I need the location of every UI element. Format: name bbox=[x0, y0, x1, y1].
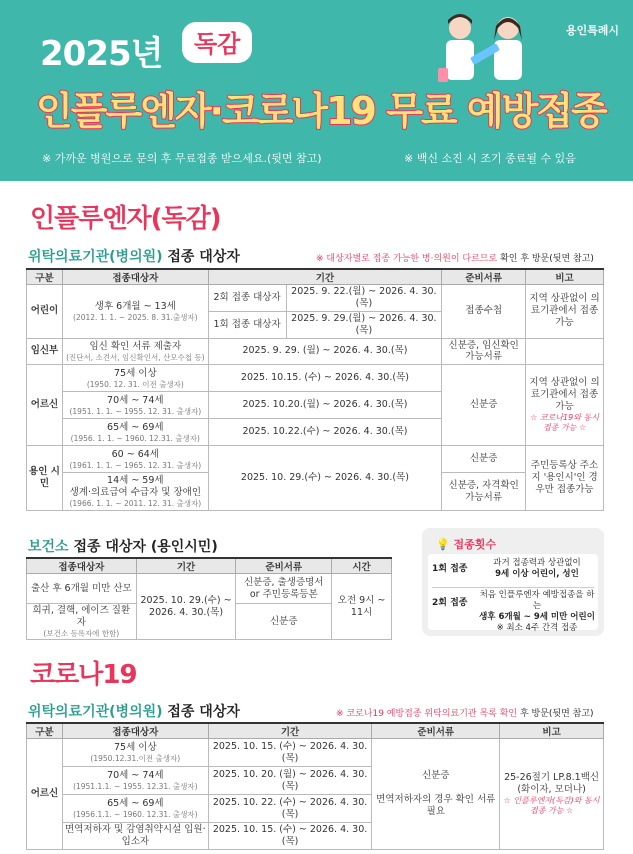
covid-section-title: 코로나19 bbox=[30, 660, 137, 690]
lightbulb-icon: 💡 bbox=[436, 538, 450, 551]
flu-preg-group: 임신부 bbox=[27, 338, 63, 365]
health-time: 오전 9시 ~ 11시 bbox=[332, 574, 392, 640]
dose-1-line1: 과거 접종력과 상관없이 bbox=[493, 558, 581, 568]
flu-elder-target-1-text: 75세 이상 bbox=[113, 367, 157, 379]
flu-child-note: 지역 상관없이 의료기관에서 접종가능 bbox=[526, 285, 604, 339]
flu-child-dose2-label: 2회 접종 대상자 bbox=[208, 285, 286, 312]
dose-2-text bbox=[476, 590, 598, 634]
health-docs-2: 신분증 bbox=[236, 604, 332, 640]
flu-child-target-sub: (2012. 1. 1. ~ 2025. 8. 31.출생자) bbox=[73, 312, 198, 322]
covid-th-note: 비고 bbox=[500, 723, 604, 739]
covid-period-2: 2025. 10. 20. (월) ~ 2026. 4. 30.(목) bbox=[208, 767, 372, 795]
covid-table bbox=[26, 722, 604, 850]
flu-th-group: 구분 bbox=[27, 269, 63, 285]
covid-target-2 bbox=[62, 767, 208, 795]
covid-note-red: ☆ 인플루엔자(독감)와 동시접종 가능 ☆ bbox=[503, 795, 600, 815]
dose-row-1 bbox=[432, 558, 598, 586]
health-docs-1: 신분증, 출생증명서 or 주민등록등본 bbox=[236, 574, 332, 604]
flu-citizen-target-1-sub: (1961. 1. 1. ~ 1965. 12. 31. 출생자) bbox=[69, 460, 202, 470]
flu-preg-target-sub: (진단서, 소견서, 임신확인서, 산모수첩 등) bbox=[66, 352, 205, 362]
health-target-2 bbox=[27, 604, 137, 640]
dose-divider bbox=[432, 587, 594, 588]
covid-subtitle bbox=[28, 701, 240, 721]
flu-child-target bbox=[62, 285, 208, 339]
flu-th-note: 비고 bbox=[526, 269, 604, 285]
covid-target-1 bbox=[62, 739, 208, 767]
flu-elder-note-red: ☆ 코로나19와 동시접종 가능 ☆ bbox=[530, 413, 599, 433]
dose-count-box bbox=[422, 528, 604, 636]
health-th-period: 기간 bbox=[136, 558, 236, 574]
flu-subtitle-rest: 접종 대상자 bbox=[162, 249, 240, 265]
flu-preg-docs: 신분증, 임신확인 가능서류 bbox=[442, 338, 526, 365]
flu-citizen-group: 용인 시민 bbox=[27, 446, 63, 511]
flu-elder-target-3 bbox=[62, 419, 208, 446]
health-th-time: 시간 bbox=[332, 558, 392, 574]
flu-elder-target-2 bbox=[62, 392, 208, 419]
flu-citizen-target-2-text: 14세 ~ 59세 bbox=[107, 475, 164, 487]
health-target-2-text: 희귀, 결핵, 에이즈 질환자 bbox=[32, 605, 131, 628]
flu-elder-target-1 bbox=[62, 365, 208, 392]
flu-preg-note bbox=[526, 338, 604, 365]
flu-th-period: 기간 bbox=[208, 269, 442, 285]
health-period: 2025. 10. 29.(수) ~ 2026. 4. 30.(목) bbox=[136, 574, 236, 640]
flu-child-target-text: 생후 6개월 ~ 13세 bbox=[94, 300, 176, 312]
dose-2-line1: 처음 인플루엔자 예방접종을 하는 bbox=[479, 590, 595, 612]
health-target-2-sub: (보건소 등록자에 한함) bbox=[43, 628, 120, 638]
flu-badge: 독감 bbox=[182, 22, 252, 63]
flu-side-note-rest: 확인 후 방문(뒷면 참고) bbox=[497, 254, 594, 264]
flu-citizen-docs-2: 신분증, 자격확인 가능서류 bbox=[442, 473, 526, 511]
doctors-illustration-icon bbox=[430, 10, 540, 88]
flu-citizen-docs-1: 신분증 bbox=[442, 446, 526, 473]
flu-elder-target-1-sub: (1950. 12. 31. 이전 출생자) bbox=[86, 379, 184, 389]
covid-subtitle-green: 위탁의료기관(병의원) bbox=[28, 704, 163, 720]
health-subtitle-green: 보건소 bbox=[28, 539, 69, 555]
covid-side-note-red: ※ 코로나19 예방접종 위탁의료기관 목록 확인 bbox=[336, 709, 518, 719]
flu-child-dose1-period: 2025. 9. 29.(월) ~ 2026. 4. 30.(목) bbox=[286, 311, 442, 338]
flu-citizen-target-1-text: 60 ~ 64세 bbox=[111, 448, 159, 460]
covid-note-text: 25-26절기 LP.8.1백신 (화이자, 모더나) bbox=[504, 772, 600, 795]
covid-side-note-rest: 후 방문(뒷면 참고) bbox=[517, 709, 594, 719]
dose-1-label: 1회 접종 bbox=[432, 564, 468, 574]
covid-side-note bbox=[336, 706, 594, 719]
header-banner bbox=[0, 0, 633, 181]
city-logo: 용인특례시 bbox=[565, 24, 619, 37]
health-th-docs: 준비서류 bbox=[236, 558, 332, 574]
dose-2-label: 2회 접종 bbox=[432, 598, 468, 608]
flu-elder-period-2: 2025. 10.20.(월) ~ 2026. 4. 30.(목) bbox=[208, 392, 442, 419]
flu-preg-period: 2025. 9. 29. (월) ~ 2026. 4. 30.(목) bbox=[208, 338, 442, 365]
flu-preg-target-text: 임신 확인 서류 제출자 bbox=[89, 340, 182, 352]
covid-target-3-sub: (1956.1.1. ~ 1960. 12.31. 출생자) bbox=[73, 809, 198, 819]
flu-th-docs: 준비서류 bbox=[442, 269, 526, 285]
covid-subtitle-rest: 접종 대상자 bbox=[162, 704, 240, 720]
flu-elder-docs: 신분증 bbox=[442, 365, 526, 446]
covid-target-4: 면역저하자 및 감염취약시설 입원·입소자 bbox=[62, 823, 208, 850]
flu-th-target: 접종대상자 bbox=[62, 269, 208, 285]
health-subtitle bbox=[28, 536, 218, 556]
flu-elder-note-text: 지역 상관없이 의료기관에서 접종가능 bbox=[529, 377, 600, 413]
health-th-target: 접종대상자 bbox=[27, 558, 137, 574]
header-note-supply: ※ 백신 소진 시 조기 종료될 수 있음 bbox=[404, 152, 576, 165]
flu-section-title: 인플루엔자(독감) bbox=[30, 204, 221, 234]
covid-elder-group: 어르신 bbox=[27, 739, 63, 850]
flu-child-dose1-label: 1회 접종 대상자 bbox=[208, 311, 286, 338]
covid-period-1: 2025. 10. 15. (수) ~ 2026. 4. 30.(목) bbox=[208, 739, 372, 767]
covid-target-1-sub: (1950.12.31.이전 출생자) bbox=[90, 753, 181, 763]
covid-target-2-sub: (1951.1.1. ~ 1955. 12.31. 출생자) bbox=[73, 781, 198, 791]
health-target-1: 출산 후 6개월 미만 산모 bbox=[27, 574, 137, 604]
flu-child-group: 어린이 bbox=[27, 285, 63, 339]
flu-elder-target-2-sub: (1951. 1. 1. ~ 1955. 12. 31. 출생자) bbox=[69, 406, 202, 416]
flu-child-dose2-period: 2025. 9. 22.(월) ~ 2026. 4. 30.(목) bbox=[286, 285, 442, 312]
dose-row-2 bbox=[432, 590, 598, 634]
dose-title-text: 접종횟수 bbox=[453, 538, 497, 551]
covid-target-3 bbox=[62, 795, 208, 823]
covid-target-1-text: 75세 이상 bbox=[114, 741, 157, 753]
dose-inner bbox=[428, 554, 598, 634]
year-title: 2025년 bbox=[40, 34, 163, 74]
flu-elder-note bbox=[526, 365, 604, 446]
covid-th-period: 기간 bbox=[208, 723, 372, 739]
dose-title bbox=[436, 536, 496, 552]
health-subtitle-rest: 접종 대상자 (용인시민) bbox=[68, 539, 218, 555]
flu-subtitle-green: 위탁의료기관(병의원) bbox=[28, 249, 163, 265]
flu-citizen-target-2-sub: (1966. 1. 1. ~ 2011. 12. 31. 출생자) bbox=[69, 498, 202, 508]
flu-elder-group: 어르신 bbox=[27, 365, 63, 446]
flu-preg-target bbox=[62, 338, 208, 365]
flu-citizen-target-1 bbox=[62, 446, 208, 473]
dose-2-line3: ※ 최소 4주 간격 접종 bbox=[496, 623, 578, 634]
flu-citizen-target-2-line2: 생계·의료급여 수급자 및 장애인 bbox=[69, 487, 201, 499]
health-table bbox=[26, 557, 392, 640]
covid-docs-text: 신분증 bbox=[422, 770, 450, 782]
covid-th-docs: 준비서류 bbox=[372, 723, 500, 739]
covid-docs bbox=[372, 739, 500, 850]
flu-subtitle bbox=[28, 246, 240, 266]
covid-period-3: 2025. 10. 22. (수) ~ 2026. 4. 30.(목) bbox=[208, 795, 372, 823]
covid-note bbox=[500, 739, 604, 850]
flu-elder-period-3: 2025. 10.22.(수) ~ 2026. 4. 30.(목) bbox=[208, 419, 442, 446]
flu-elder-target-3-text: 65세 ~ 69세 bbox=[107, 421, 164, 433]
flu-child-docs: 접종수첩 bbox=[442, 285, 526, 339]
flu-side-note-red: ※ 대상자별로 접종 가능한 병·의원이 다르므로 bbox=[316, 254, 498, 264]
covid-target-3-text: 65세 ~ 69세 bbox=[107, 797, 164, 809]
covid-docs-sub: 면역저하자의 경우 확인 서류 필요 bbox=[376, 793, 496, 817]
flu-elder-period-1: 2025. 10.15. (수) ~ 2026. 4. 30.(목) bbox=[208, 365, 442, 392]
covid-target-2-text: 70세 ~ 74세 bbox=[107, 769, 164, 781]
flu-citizen-period: 2025. 10. 29.(수) ~ 2026. 4. 30.(목) bbox=[208, 446, 442, 511]
flu-table bbox=[26, 268, 604, 511]
dose-1-text bbox=[476, 558, 598, 580]
covid-period-4: 2025. 10. 15. (수) ~ 2026. 4. 30.(목) bbox=[208, 823, 372, 850]
covid-th-group: 구분 bbox=[27, 723, 63, 739]
main-title: 인플루엔자·코로나19 무료 예방접종 bbox=[36, 89, 606, 133]
flu-side-note bbox=[316, 251, 594, 264]
flu-elder-target-2-text: 70세 ~ 74세 bbox=[107, 394, 164, 406]
dose-2-line2: 생후 6개월 ~ 9세 미만 어린이 bbox=[479, 612, 595, 623]
covid-th-target: 접종대상자 bbox=[62, 723, 208, 739]
flu-elder-target-3-sub: (1956. 1. 1. ~ 1960. 12.31. 출생자) bbox=[70, 433, 200, 443]
flu-citizen-note: 주민등록상 주소지 '용인시'인 경우만 접종가능 bbox=[526, 446, 604, 511]
flu-citizen-target-2 bbox=[62, 473, 208, 511]
dose-1-line2: 9세 이상 어린이, 성인 bbox=[495, 569, 579, 580]
header-note-clinic: ※ 가까운 병원으로 문의 후 무료접종 받으세요.(뒷면 참고) bbox=[42, 152, 322, 165]
